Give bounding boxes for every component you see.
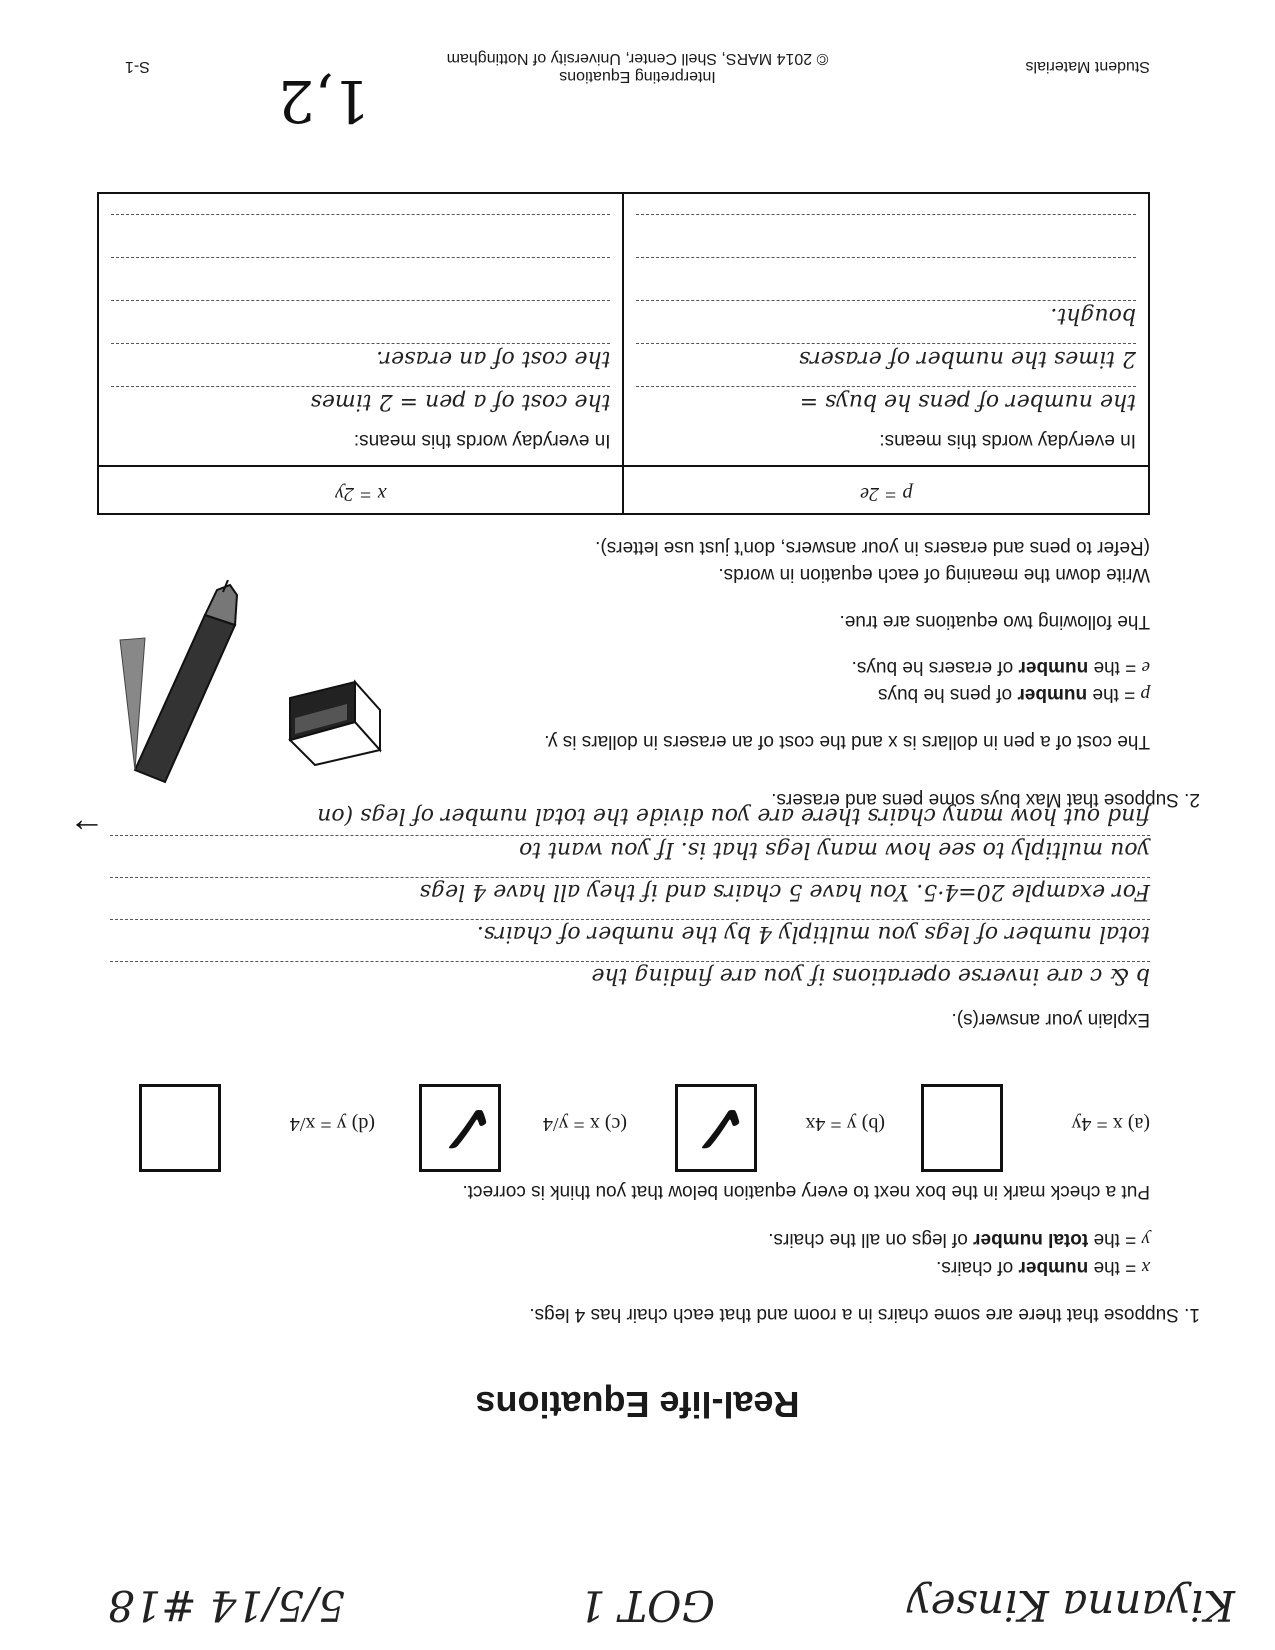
q2-write-instruction: Write down the meaning of each equation in words. — [718, 564, 1150, 585]
q2-prompt: 2. Suppose that Max buys some pens and erasers. — [771, 789, 1200, 810]
q1-instruction: Put a check mark in the box next to every equation below that you think is correct. — [462, 1181, 1150, 1202]
answer-line — [110, 835, 1150, 836]
handwritten-score: 1,2 — [277, 67, 370, 135]
meaning-label: In everyday words this means: — [879, 430, 1136, 451]
y-variable: y — [1141, 1229, 1150, 1250]
answer-line — [110, 919, 1150, 920]
q2-e-definition — [852, 656, 1150, 678]
equation-table — [97, 192, 1150, 515]
footer-left: Student Materials — [1025, 58, 1150, 75]
q2-refer-instruction: (Refer to pens and erasers in your answers, don't just use letters). — [595, 537, 1150, 558]
q1-x-definition — [936, 1256, 1150, 1278]
x-def-post: of chairs. — [936, 1257, 1019, 1278]
option-c-label: (c) x = y/4 — [542, 1113, 627, 1135]
answer-text: you multiply to see how many legs that is. If you want to — [519, 837, 1150, 862]
meaning-label: In everyday words this means: — [353, 430, 611, 451]
writing-line — [637, 214, 1137, 257]
writing-line — [637, 386, 1137, 429]
q1-prompt: 1. Suppose that there are some chairs in a room and that each chair has 4 legs. — [529, 1304, 1200, 1325]
check-mark-icon: ✓ — [436, 1086, 497, 1170]
footer-page-number: S-1 — [125, 58, 150, 75]
p-def-pre: = the — [1087, 684, 1141, 705]
class-label: GOT 1 — [578, 1581, 715, 1630]
answer-line — [110, 961, 1150, 962]
student-name: Kiyanna Kinsey — [906, 1581, 1235, 1630]
writing-line — [111, 214, 611, 257]
q1-y-definition — [768, 1228, 1150, 1250]
option-d-checkbox[interactable] — [139, 1084, 221, 1172]
p-def-post: of pens he buys — [878, 684, 1018, 705]
writing-line — [637, 300, 1137, 343]
x-def-bold: number — [1018, 1257, 1089, 1278]
footer-copyright: © 2014 MARS, Shell Center, University of Nottingham — [446, 50, 829, 67]
q2-cost-statement: The cost of a pen in dollars is x and the cost of an erasers in dollars is y. — [544, 731, 1150, 752]
writing-line — [111, 300, 611, 343]
e-def-post: of erasers he buys. — [851, 657, 1019, 678]
equation-cell: x = 2y — [98, 466, 624, 514]
writing-line — [111, 257, 611, 300]
footer-center — [0, 49, 1275, 85]
answer-line — [110, 877, 1150, 878]
p-def-bold: number — [1017, 684, 1088, 705]
meaning-cell[interactable] — [624, 193, 1150, 466]
e-def-bold: number — [1018, 657, 1089, 678]
handwritten-text: bought. — [1050, 303, 1136, 328]
answer-text: b & c are inverse operations if you are finding the — [591, 963, 1150, 988]
e-variable: e — [1141, 657, 1150, 678]
handwritten-text: the number of pens he buys = — [799, 389, 1136, 414]
q2-true-statement: The following two equations are true. — [839, 611, 1150, 632]
footer-title: Interpreting Equations — [559, 68, 716, 85]
option-d-label: (d) y = x/4 — [289, 1113, 375, 1135]
e-def-pre: = the — [1088, 657, 1142, 678]
option-b-label: (b) y = 4x — [805, 1113, 885, 1135]
arrow-icon: → — [69, 811, 105, 852]
option-a-checkbox[interactable] — [921, 1084, 1003, 1172]
writing-line — [111, 386, 611, 429]
explain-prompt: Explain your answer(s). — [951, 1009, 1150, 1030]
handwritten-text: 2 times the number of erasers — [798, 346, 1136, 371]
option-a-label: (a) x = 4y — [1071, 1113, 1150, 1135]
writing-line — [111, 343, 611, 386]
p-variable: p — [1140, 684, 1150, 705]
y-def-pre: = the — [1088, 1229, 1142, 1250]
handwritten-text: the cost of a pen = 2 times — [310, 389, 611, 414]
answer-text: For example 20=4·5. You have 5 chairs and if they all have 4 legs — [419, 879, 1150, 904]
eraser-icon — [285, 675, 395, 770]
date-label: 5/5/14 #18 — [107, 1581, 345, 1630]
q2-p-definition — [878, 683, 1150, 705]
writing-line — [637, 343, 1137, 386]
answer-text: find out how many chairs there are you divide the total number of legs (on — [317, 803, 1150, 828]
writing-line — [637, 257, 1137, 300]
x-variable: x — [1141, 1257, 1150, 1278]
meaning-cell[interactable] — [98, 193, 624, 466]
x-def-pre: = the — [1088, 1257, 1142, 1278]
y-def-post: of legs on all the chairs. — [768, 1229, 974, 1250]
pen-icon — [115, 580, 275, 790]
answer-text: total number of legs you multiply 4 by the number of chairs. — [476, 921, 1150, 946]
y-def-bold: total number — [973, 1229, 1089, 1250]
page-title: Real-life Equations — [475, 1384, 800, 1425]
equation-cell: p = 2e — [624, 466, 1150, 514]
handwritten-text: the cost of an eraser. — [376, 346, 611, 371]
check-mark-icon: ✓ — [689, 1086, 750, 1170]
